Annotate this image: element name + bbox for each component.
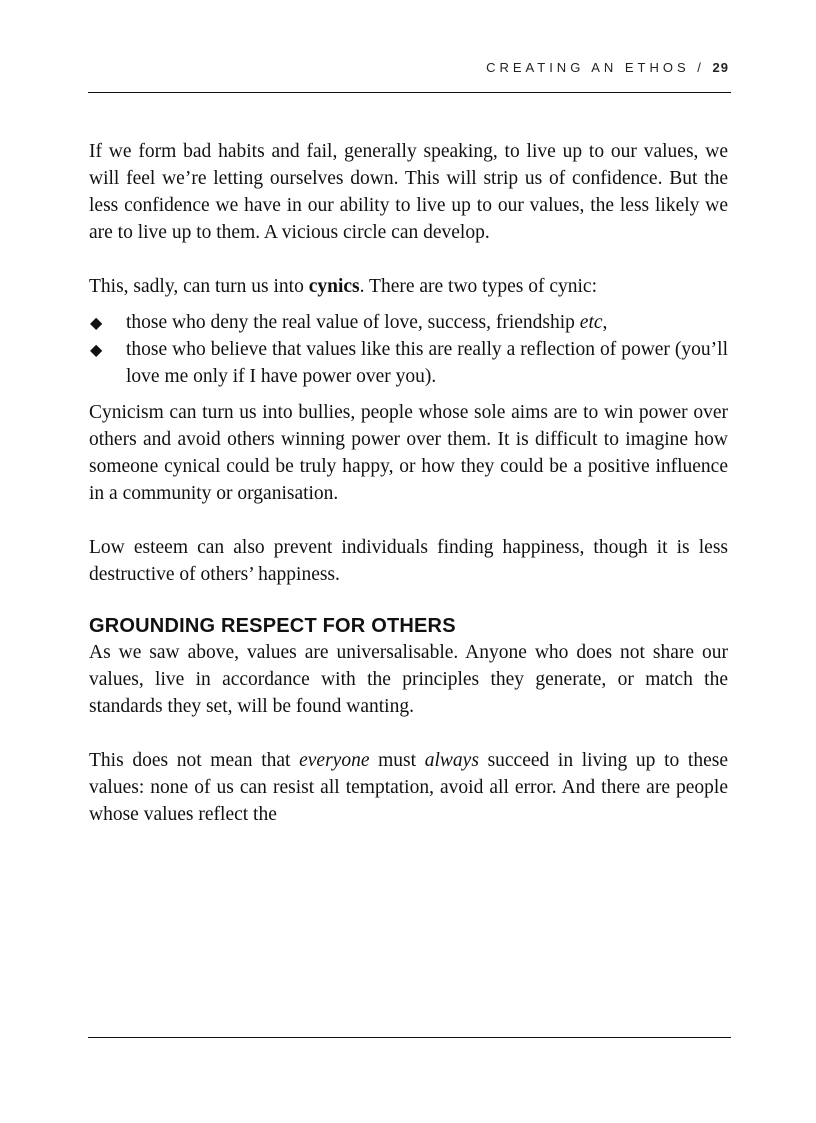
list-item [89, 309, 728, 336]
text-run: succeed in living up to these values: none of us can resist all temptation, avoid all error. And there are people whose values reflect the [89, 750, 728, 825]
text-run: must [369, 750, 425, 771]
section-heading: GROUNDING RESPECT FOR OTHERS [89, 615, 456, 637]
text-run: This, sadly, can turn us into [89, 276, 309, 297]
paragraph-cynics [89, 273, 728, 300]
running-title: CREATING AN ETHOS [486, 60, 690, 75]
text-run: This does not mean that [89, 750, 300, 771]
paragraph-universalisable: As we saw above, values are universalisable. Anyone who does not share our values, live in accordance with the principles they generate, or match the standards they set, will be found wanting. [89, 642, 728, 717]
header-rule [88, 92, 731, 93]
diamond-bullet-icon: ◆ [90, 340, 103, 359]
term-cynics: cynics [308, 276, 360, 297]
paragraph-vicious-circle: If we form bad habits and fail, generally speaking, to live up to our values, we will feel we’re letting ourselves down. This will strip us of confidence. But the less confidence we have in our ability to live up to our values, the less likely we are to live up to them. A vicious circle can develop. [89, 141, 728, 243]
header-separator: / [697, 60, 705, 75]
page-body [89, 138, 728, 828]
page-number: 29 [712, 60, 729, 75]
paragraph-temptation [89, 747, 728, 828]
cynic-types-list [89, 309, 728, 390]
list-item-punct: , [602, 312, 608, 333]
list-item-text: those who believe that values like this are really a reflection of power (you’ll love me only if I have power over you). [126, 339, 728, 387]
emphasis-everyone: everyone [299, 750, 370, 771]
running-header [88, 60, 729, 75]
diamond-bullet-icon: ◆ [90, 313, 103, 332]
list-item-emphasis: etc [579, 312, 603, 333]
list-item [89, 336, 728, 390]
paragraph-low-esteem: Low esteem can also prevent individuals finding happiness, though it is less destructive of others’ happiness. [89, 537, 728, 585]
paragraph-cynicism-bullies: Cynicism can turn us into bullies, people whose sole aims are to win power over others and avoid others winning power over them. It is difficult to imagine how someone cynical could be truly happy, or how they could be a positive influence in a community or organisation. [89, 402, 728, 504]
text-run: . There are two types of cynic: [359, 276, 597, 297]
list-item-text: those who deny the real value of love, success, friendship [126, 312, 580, 333]
emphasis-always: always [424, 750, 479, 771]
footer-rule [88, 1037, 731, 1038]
